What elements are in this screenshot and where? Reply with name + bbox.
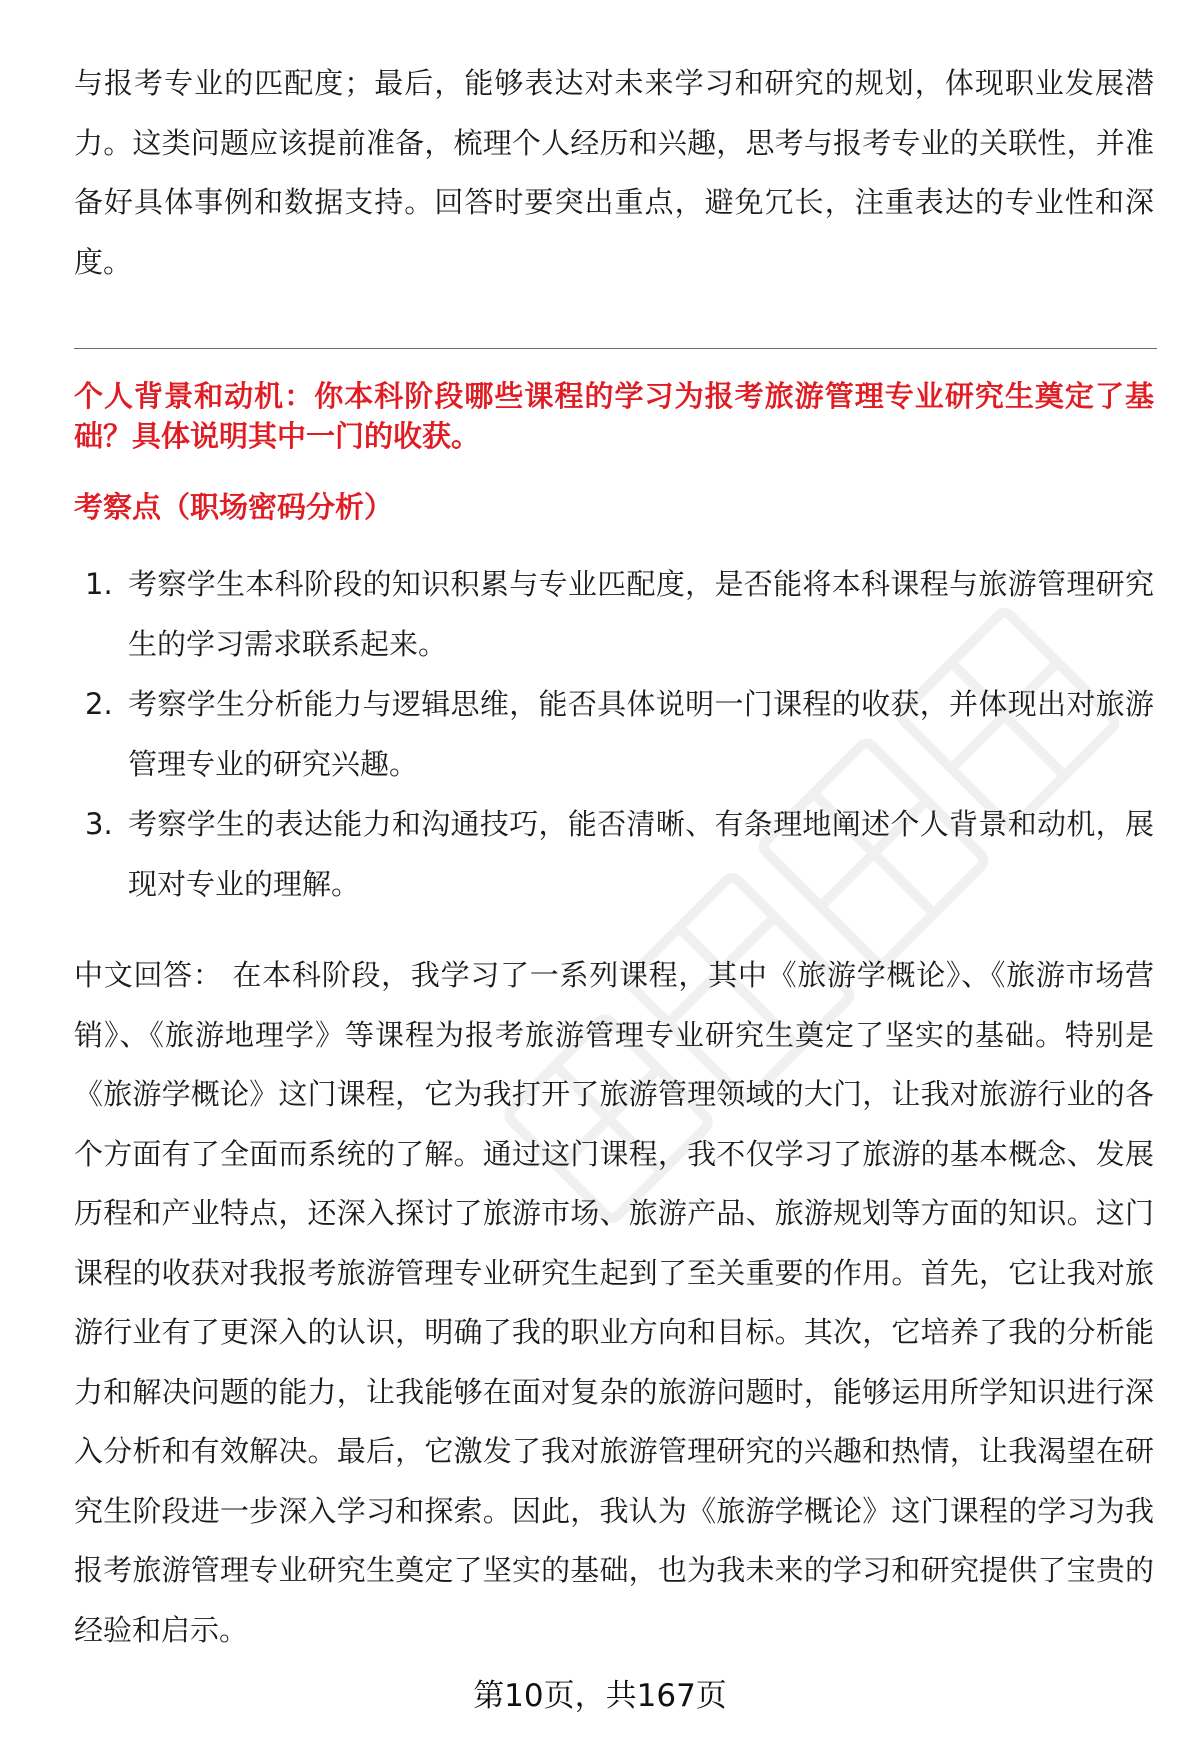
list-item [74, 795, 1154, 914]
answer-paragraph: 中文回答： 在本科阶段，我学习了一系列课程，其中《旅游学概论》、《旅游市场营销》、《旅游地理学》等课程为报考旅游管理专业研究生奠定了坚实的基础。特别是《旅游学概论》这门课程，它为我打开了旅游管理领域的大门，让我对旅游行业的各个方面有了全面而系统的了解。通过这门课程，我不仅学习了旅游的基本概念、发展历程和产业特点，还深入探讨了旅游市场、旅游产品、旅游规划等方面的知识。这门课程的收获对我报考旅游管理专业研究生起到了至关重要的作用。首先，它让我对旅游行业有了更深入的认识，明确了我的职业方向和目标。其次，它培养了我的分析能力和解决问题的能力，让我能够在面对复杂的旅游问题时，能够运用所学知识进行深入分析和有效解决。最后，它激发了我对旅游管理研究的兴趣和热情，让我渴望在研究生阶段进一步深入学习和探索。因此，我认为《旅游学概论》这门课程的学习为我报考旅游管理专业研究生奠定了坚实的基础，也为我未来的学习和研究提供了宝贵的经验和启示。 [74, 958, 1154, 1647]
list-item [74, 555, 1154, 674]
list-item-text: 考察学生本科阶段的知识积累与专业匹配度，是否能将本科课程与旅游管理研究生的学习需求联系起来。 [128, 567, 1154, 661]
intro-paragraph: 与报考专业的匹配度；最后，能够表达对未来学习和研究的规划，体现职业发展潜力。这类问题应该提前准备，梳理个人经历和兴趣，思考与报考专业的关联性，并准备好具体事例和数据支持。回答时要突出重点，避免冗长，注重表达的专业性和深度。 [74, 66, 1154, 279]
section-divider [74, 348, 1157, 349]
list-item [74, 675, 1154, 794]
list-item-text: 考察学生分析能力与逻辑思维，能否具体说明一门课程的收获，并体现出对旅游管理专业的研究兴趣。 [128, 687, 1154, 781]
page-number-footer: 第10页，共167页 [473, 1678, 727, 1714]
list-item-number: 3. [85, 807, 113, 841]
list-item-number: 1. [85, 567, 113, 601]
document-page [74, 54, 1154, 1660]
analysis-section-title: 考察点（职场密码分析） [74, 490, 394, 524]
list-item-number: 2. [85, 687, 113, 721]
analysis-points-list [74, 555, 1154, 914]
question-heading: 个人背景和动机：你本科阶段哪些课程的学习为报考旅游管理专业研究生奠定了基础？具体说明其中一门的收获。 [74, 379, 1154, 453]
list-item-text: 考察学生的表达能力和沟通技巧，能否清晰、有条理地阐述个人背景和动机，展现对专业的理解。 [128, 807, 1154, 901]
